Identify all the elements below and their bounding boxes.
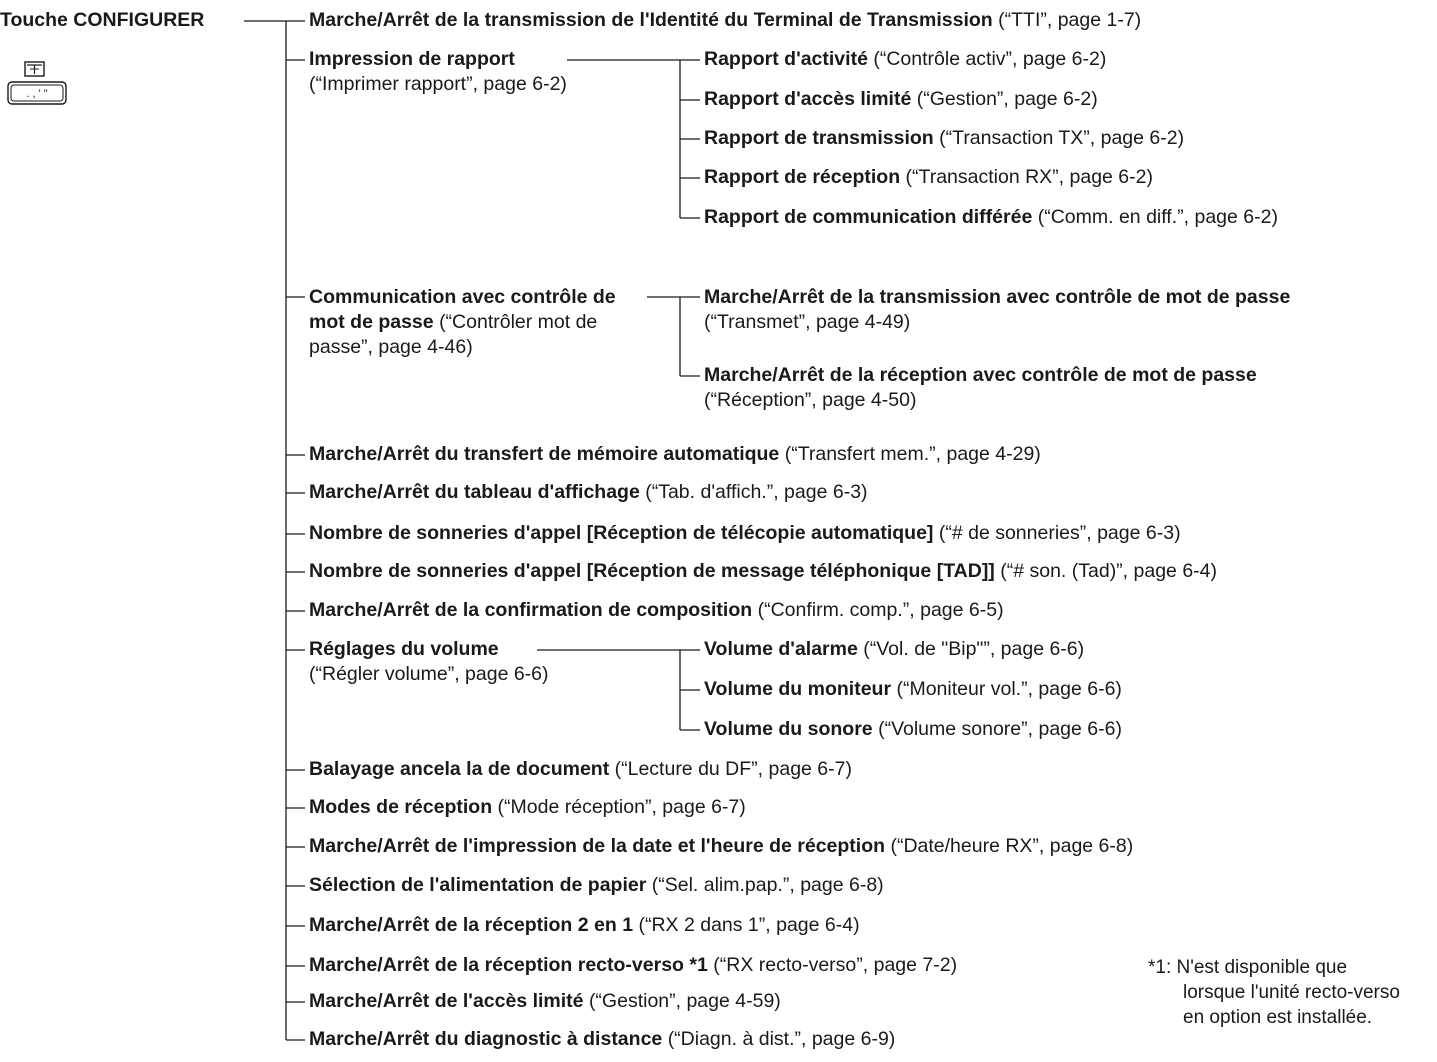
item-volume-ref: (“Régler volume”, page 6-6) [309, 663, 549, 685]
item-remote: Marche/Arrêt du diagnostic à distance (“Diagn. à dist.”, page 6-9) [309, 1028, 896, 1050]
item-memory-transfer: Marche/Arrêt du transfert de mémoire automatique (“Transfert mem.”, page 4-29) [309, 443, 1041, 465]
item-rx-mode: Modes de réception (“Mode réception”, page 6-7) [309, 796, 746, 818]
report-child-tx: Rapport de transmission (“Transaction TX”, page 6-2) [704, 127, 1185, 149]
password-child-rx-ref: (“Réception”, page 4-50) [704, 389, 917, 411]
configure-key-icon [6, 60, 116, 112]
footnote-line2: lorsque l'unité recto-verso [1183, 982, 1400, 1003]
item-rings-tad: Nombre de sonneries d'appel [Réception de message téléphonique [TAD]] (“# son. (Tad)”, page 6-4) [309, 560, 1217, 582]
item-scan: Balayage ancela la de document (“Lecture du DF”, page 6-7) [309, 758, 852, 780]
password-child-rx-title: Marche/Arrêt de la réception avec contrôle de mot de passe [704, 364, 1257, 386]
report-child-activity: Rapport d'activité (“Contrôle activ”, page 6-2) [704, 48, 1107, 70]
item-volume-title: Réglages du volume [309, 638, 499, 660]
volume-child-alarm: Volume d'alarme (“Vol. de "Bip"”, page 6-6) [704, 638, 1085, 660]
item-date-time: Marche/Arrêt de l'impression de la date et l'heure de réception (“Date/heure RX”, page 6-8) [309, 835, 1134, 857]
key-cap-text: . , ' " [26, 88, 48, 100]
item-rings-fax: Nombre de sonneries d'appel [Réception de télécopie automatique] (“# de sonneries”, page 6-3) [309, 522, 1181, 544]
item-two-in-one: Marche/Arrêt de la réception 2 en 1 (“RX 2 dans 1”, page 6-4) [309, 914, 860, 936]
item-tti: Marche/Arrêt de la transmission de l'Identité du Terminal de Transmission (“TTI”, page 1-7) [309, 9, 1142, 31]
report-child-restricted: Rapport d'accès limité (“Gestion”, page 6-2) [704, 88, 1098, 110]
footnote-line1: *1: N'est disponible que [1148, 957, 1348, 978]
item-paper: Sélection de l'alimentation de papier (“Sel. alim.pap.”, page 6-8) [309, 874, 884, 896]
footnote-line3: en option est installée. [1183, 1007, 1373, 1028]
volume-child-ringer: Volume du sonore (“Volume sonore”, page 6-6) [704, 718, 1122, 740]
report-child-rx: Rapport de réception (“Transaction RX”, page 6-2) [704, 166, 1153, 188]
item-password-line3: passe”, page 4-46) [309, 336, 473, 358]
item-password-line1: Communication avec contrôle de [309, 286, 616, 308]
password-child-tx-ref: (“Transmet”, page 4-49) [704, 311, 911, 333]
item-password-line2: mot de passe (“Contrôler mot de [309, 311, 598, 333]
item-duplex: Marche/Arrêt de la réception recto-verso *1 (“RX recto-verso”, page 7-2) [309, 954, 958, 976]
volume-child-monitor: Volume du moniteur (“Moniteur vol.”, page 6-6) [704, 678, 1122, 700]
item-restricted: Marche/Arrêt de l'accès limité (“Gestion”, page 4-59) [309, 990, 781, 1012]
item-board: Marche/Arrêt du tableau d'affichage (“Tab. d'affich.”, page 6-3) [309, 481, 868, 503]
password-child-tx-title: Marche/Arrêt de la transmission avec contrôle de mot de passe [704, 286, 1291, 308]
item-report-title: Impression de rapport [309, 48, 515, 70]
item-dial-confirm: Marche/Arrêt de la confirmation de composition (“Confirm. comp.”, page 6-5) [309, 599, 1004, 621]
report-child-deferred: Rapport de communication différée (“Comm. en diff.”, page 6-2) [704, 206, 1278, 228]
root-label: Touche CONFIGURER [0, 9, 205, 31]
item-report-ref: (“Imprimer rapport”, page 6-2) [309, 73, 567, 95]
